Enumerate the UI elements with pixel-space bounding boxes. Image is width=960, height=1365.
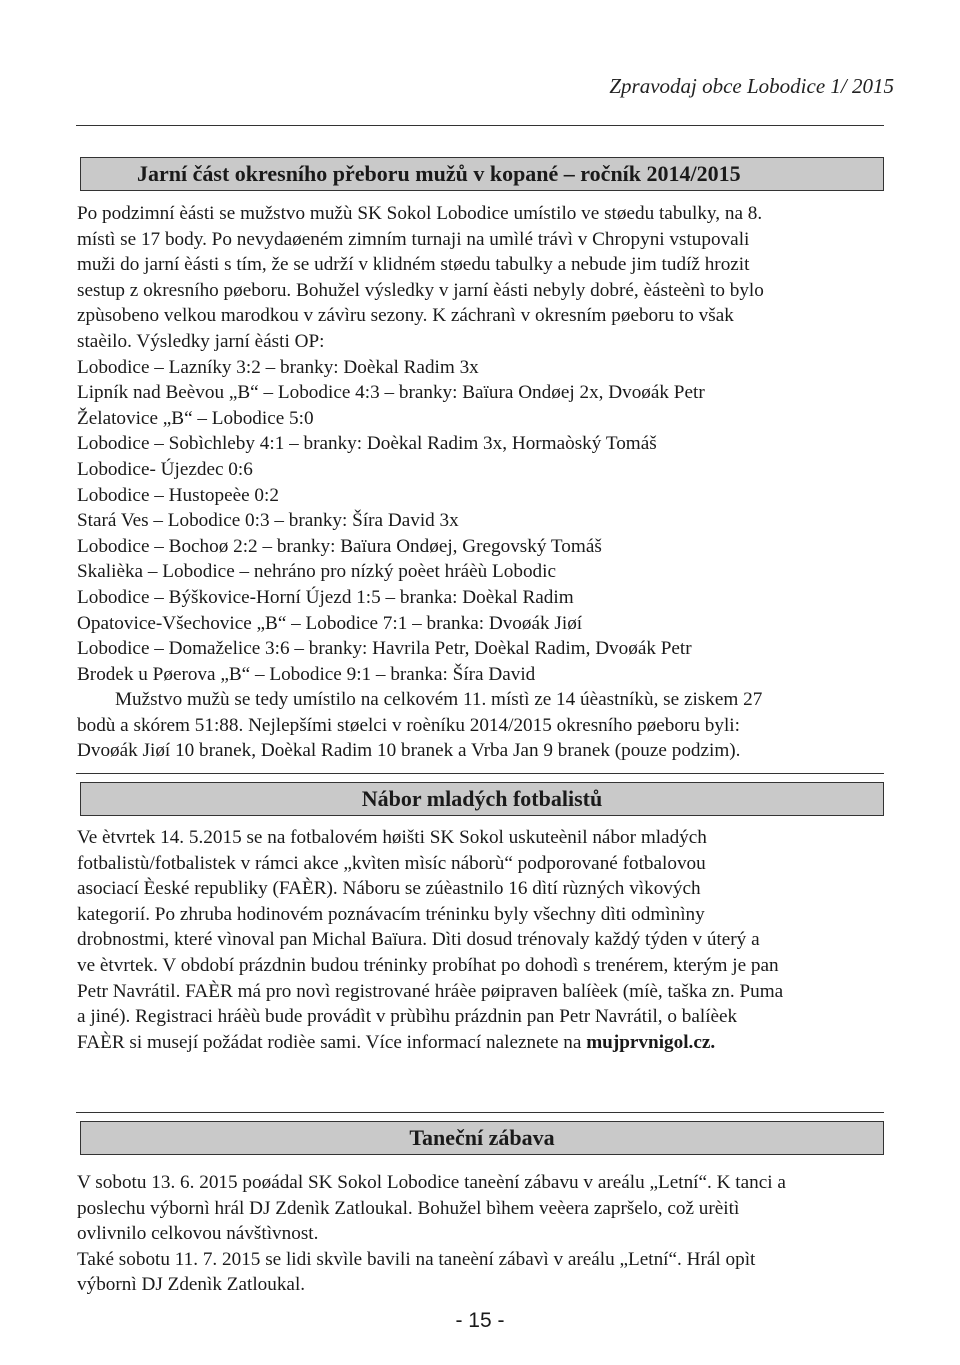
text-line: Dvoøák Jiøí 10 branek, Doèkal Radim 10 branek a Vrba Jan 9 branek (pouze podzim). [77,740,741,762]
result-line: Brodek u Pøerova „B“ – Lobodice 9:1 – branka: Šíra David [77,663,536,685]
page-number: - 15 - [455,1309,505,1332]
text-line: ovlivnilo celkovou návštìvnost. [77,1223,319,1245]
result-line: Lobodice – Sobìchleby 4:1 – branky: Doèkal Radim 3x, Hormaòský Tomáš [77,433,657,455]
section-title-football-league: Jarní část okresního přeboru mužů v kopané – ročník 2014/2015 [80,157,884,191]
section-rule [76,773,884,774]
text-line: místì se 17 body. Po nevydaøeném zimním turnaji na umìlé trávì v Chropyni vstupovali [77,228,750,250]
text-line: V sobotu 13. 6. 2015 poøádal SK Sokol Lobodice taneèní zábavu v areálu „Letní“. K tanci a [77,1172,786,1193]
section-youth-recruitment-body [77,825,895,1055]
section-title-dance-party: Taneční zábava [80,1121,884,1155]
top-rule [76,125,884,126]
text-line: ve ètvrtek. V období prázdnin budou tréninky probíhat po dohodì s trenérem, kterým je pan [77,954,779,976]
text-line: zpùsobeno velkou marodkou v závìru sezony. K záchranì v okresním pøeboru to však [77,305,734,327]
section-rule [76,1112,884,1113]
text-line: Po podzimní èásti se mužstvo mužù SK Sokol Lobodice umístilo ve støedu tabulky, na 8. [77,203,763,224]
text-line: asociací Èeské republiky (FAÈR). Náboru se zúèastnilo 16 dìtí rùzných vìkových [77,878,701,900]
result-line: Lipník nad Beèvou „B“ – Lobodice 4:3 – branky: Baïura Ondøej 2x, Dvoøák Petr [77,382,705,404]
text-line: drobnostmi, které vìnoval pan Michal Baïura. Dìti dosud trénovaly každý týden v úterý a [77,929,760,951]
text-line: sestup z okresního pøeboru. Bohužel výsledky v jarní èásti nebyly dobré, èásteènì to bylo [77,279,764,301]
text-line: a jiné). Registraci hráèù bude provádìt v prùbìhu prázdnin pan Petr Navrátil, o balíèek [77,1006,738,1028]
section-dance-party-body [77,1170,895,1298]
text-line: fotbalistù/fotbalistek v rámci akce „kvìten mìsíc náborù“ podporované fotbalovou [77,852,706,874]
result-line: Skalièka – Lobodice – nehráno pro nízký poèet hráèù Lobodic [77,561,556,583]
result-line: Lobodice – Býškovice-Horní Újezd 1:5 – branka: Doèkal Radim [77,586,574,608]
result-line: Lobodice – Bochoø 2:2 – branky: Baïura Ondøej, Gregovský Tomáš [77,535,602,557]
text-line: Také sobotu 11. 7. 2015 se lidi skvìle bavili na taneèní zábavì v areálu „Letní“. Hrál opìt [77,1248,756,1270]
result-line: Opatovice-Všechovice „B“ – Lobodice 7:1 – branka: Dvoøák Jiøí [77,612,583,634]
text-line: Ve ètvrtek 14. 5.2015 se na fotbalovém høišti SK Sokol uskuteènil nábor mladých [77,827,707,848]
result-line: Lobodice – Lazníky 3:2 – branky: Doèkal Radim 3x [77,356,479,378]
text-line: Mužstvo mužù se tedy umístilo na celkovém 11. místì ze 14 úèastníkù, se ziskem 27 [115,689,763,711]
running-head: Zpravodaj obce Lobodice 1/ 2015 [609,74,894,98]
text-line: bodù a skórem 51:88. Nejlepšími støelci v roèníku 2014/2015 okresního pøeboru byli: [77,714,740,736]
text-line: poslechu výbornì hrál DJ Zdenìk Zatloukal. Bohužel bìhem veèera zapršelo, což urèitì [77,1197,740,1219]
result-line: Stará Ves – Lobodice 0:3 – branky: Šíra David 3x [77,510,459,532]
section-title-youth-recruitment: Nábor mladých fotbalistů [80,782,884,816]
text-line: Petr Navrátil. FAÈR má pro novì registrované hráèe pøipraven balíèek (míè, taška zn. Puma [77,980,784,1002]
text-segment: FAÈR si musejí požádat rodièe sami. Více informací naleznete na [77,1031,587,1053]
text-line: kategorií. Po zhruba hodinovém poznávacím tréninku byly všechny dìti odmìnìny [77,903,705,925]
result-line: Lobodice- Újezdec 0:6 [77,458,253,480]
website-link[interactable]: mujprvnigol.cz. [586,1031,716,1053]
result-line: Lobodice – Domaželice 3:6 – branky: Havrila Petr, Doèkal Radim, Dvoøák Petr [77,638,692,660]
text-line: muži do jarní èásti s tím, že se udrží v klidném støedu tabulky a nebude jim tudíž hrozit [77,254,750,276]
result-line: Lobodice – Hustopeèe 0:2 [77,484,279,506]
result-line: Želatovice „B“ – Lobodice 5:0 [77,407,314,429]
text-line: staèilo. Výsledky jarní èásti OP: [77,330,325,352]
text-line [77,1030,895,1056]
text-line: výbornì DJ Zdenìk Zatloukal. [77,1274,306,1296]
section-football-league-body [77,201,895,764]
